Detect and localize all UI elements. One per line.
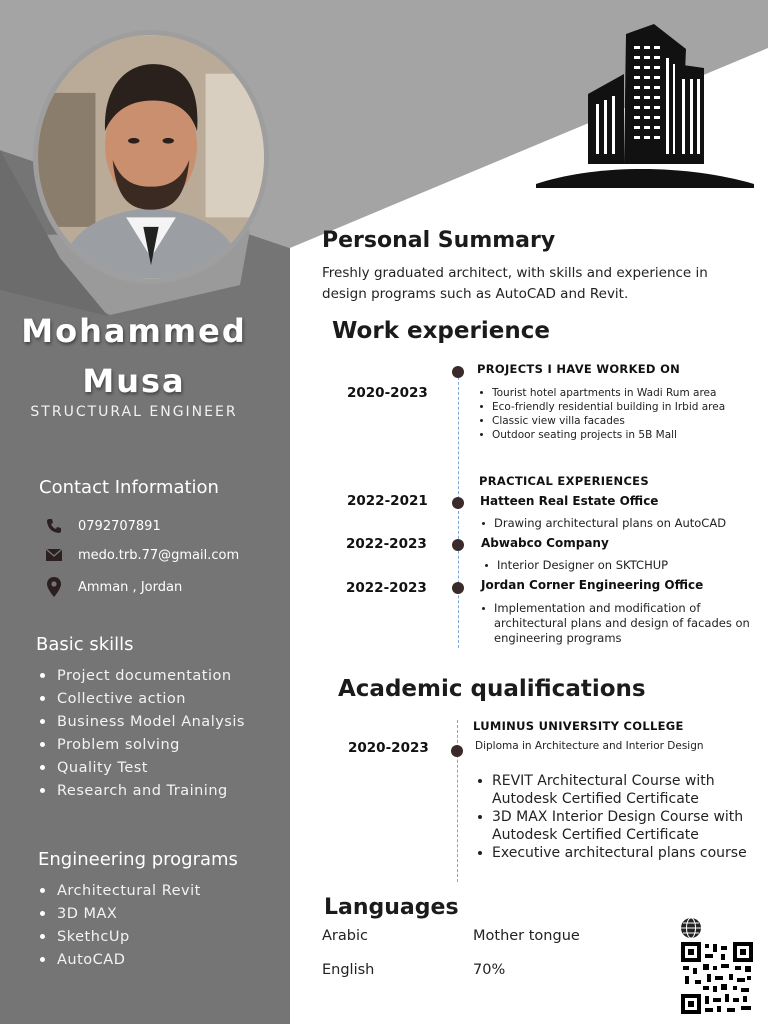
location-text: Amman , Jordan bbox=[78, 579, 183, 595]
languages-heading: Languages bbox=[324, 895, 459, 920]
job-duties bbox=[482, 516, 726, 531]
job-organization: Jordan Corner Engineering Office bbox=[481, 578, 704, 592]
list-item: Interior Designer on SKTCHUP bbox=[485, 558, 668, 573]
engineering-programs-heading: Engineering programs bbox=[38, 849, 238, 870]
phone-icon bbox=[42, 514, 66, 538]
list-item: Classic view villa facades bbox=[480, 414, 725, 428]
job-organization: Abwabco Company bbox=[481, 536, 609, 550]
timeline-dot bbox=[452, 497, 464, 509]
language-level: Mother tongue bbox=[473, 928, 580, 944]
portrait-illustration bbox=[38, 35, 264, 279]
summary-heading: Personal Summary bbox=[322, 228, 556, 253]
envelope-icon bbox=[42, 543, 66, 567]
list-item: SkethcUp bbox=[40, 925, 201, 948]
language-level: 70% bbox=[473, 962, 506, 978]
diploma-text: Diploma in Architecture and Interior Design bbox=[475, 740, 704, 752]
list-item: Problem solving bbox=[40, 733, 245, 756]
engineering-programs-list bbox=[40, 879, 201, 971]
job-title: STRUCTURAL ENGINEER bbox=[30, 404, 238, 420]
job-duties bbox=[485, 558, 668, 573]
first-name: Mohammed bbox=[21, 312, 247, 350]
list-item: Project documentation bbox=[40, 664, 245, 687]
list-item: REVIT Architectural Course with Autodesk Certified Certificate bbox=[478, 772, 758, 808]
basic-skills-list bbox=[40, 664, 245, 802]
list-item: AutoCAD bbox=[40, 948, 201, 971]
language-name: English bbox=[322, 962, 375, 978]
list-item: 3D MAX Interior Design Course with Autodesk Certified Certificate bbox=[478, 808, 758, 844]
list-item: Quality Test bbox=[40, 756, 245, 779]
list-item: Research and Training bbox=[40, 779, 245, 802]
timeline-dot bbox=[452, 582, 464, 594]
school-name: LUMINUS UNIVERSITY COLLEGE bbox=[473, 719, 684, 733]
list-item: 3D MAX bbox=[40, 902, 201, 925]
summary-text: Freshly graduated architect, with skills and experience in design programs such as AutoCAD and Revit. bbox=[322, 265, 708, 302]
timeline-dot bbox=[452, 539, 464, 551]
language-name: Arabic bbox=[322, 928, 368, 944]
list-item: Architectural Revit bbox=[40, 879, 201, 902]
list-item: Tourist hotel apartments in Wadi Rum area bbox=[480, 386, 725, 400]
projects-year: 2020-2023 bbox=[347, 385, 428, 401]
job-organization: Hatteen Real Estate Office bbox=[480, 494, 659, 508]
last-name: Musa bbox=[82, 362, 186, 400]
projects-list bbox=[480, 386, 725, 442]
work-heading: Work experience bbox=[332, 318, 550, 344]
qr-code-icon[interactable] bbox=[681, 942, 753, 1014]
job-year: 2022-2023 bbox=[346, 536, 427, 552]
contact-heading: Contact Information bbox=[39, 477, 219, 498]
list-item: Implementation and modification of architectural plans and design of facades on engineering programs bbox=[482, 601, 752, 646]
list-item: Eco-friendly residential building in Irbid area bbox=[480, 400, 725, 414]
list-item: Executive architectural plans course bbox=[478, 844, 758, 862]
academic-heading: Academic qualifications bbox=[338, 676, 646, 702]
list-item: Business Model Analysis bbox=[40, 710, 245, 733]
profile-photo bbox=[33, 30, 269, 284]
academic-year: 2020-2023 bbox=[348, 740, 429, 756]
map-pin-icon bbox=[42, 575, 66, 599]
list-item: Drawing architectural plans on AutoCAD bbox=[482, 516, 726, 531]
building-skyline-icon bbox=[536, 24, 754, 188]
list-item: Outdoor seating projects in 5B Mall bbox=[480, 428, 725, 442]
projects-caption: PROJECTS I HAVE WORKED ON bbox=[477, 362, 681, 376]
practical-caption: PRACTICAL EXPERIENCES bbox=[479, 474, 649, 488]
globe-icon bbox=[680, 917, 702, 939]
timeline-dot bbox=[451, 745, 463, 757]
work-timeline-line bbox=[458, 372, 459, 648]
job-duties bbox=[482, 601, 752, 646]
job-year: 2022-2023 bbox=[346, 580, 427, 596]
timeline-dot bbox=[452, 366, 464, 378]
phone-number: 0792707891 bbox=[78, 518, 161, 534]
course-list bbox=[478, 772, 758, 862]
basic-skills-heading: Basic skills bbox=[36, 634, 134, 655]
contact-location bbox=[42, 575, 182, 599]
contact-email[interactable] bbox=[42, 543, 239, 567]
list-item: Collective action bbox=[40, 687, 245, 710]
email-address: medo.trb.77@gmail.com bbox=[78, 547, 240, 563]
contact-phone[interactable] bbox=[42, 514, 161, 538]
job-year: 2022-2021 bbox=[347, 493, 428, 509]
